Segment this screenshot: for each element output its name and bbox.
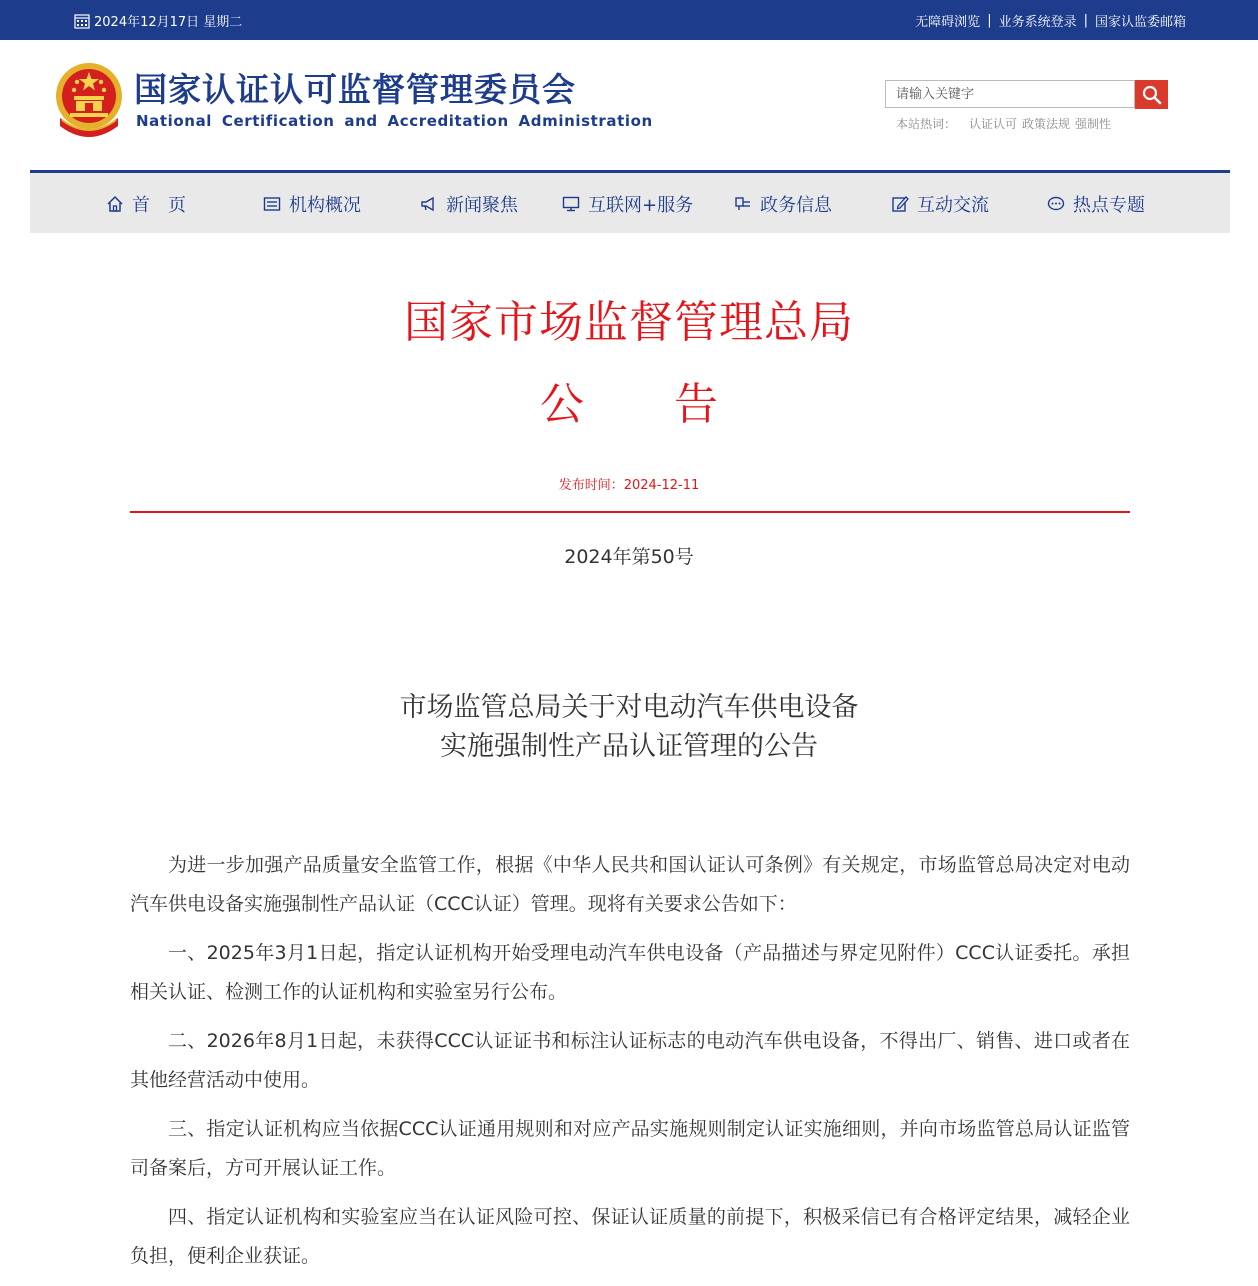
hot-word-link[interactable]: 政策法规 (1022, 117, 1071, 131)
site-header (0, 40, 1258, 170)
notice-type (0, 368, 1258, 432)
article-title (0, 688, 1258, 766)
document-number: 2024年第50号 (564, 546, 694, 568)
nav-label: 互联网+服务 (588, 195, 694, 216)
main-nav (30, 170, 1230, 233)
hot-word-link[interactable]: 强制性 (1075, 117, 1112, 131)
home-icon (106, 195, 124, 213)
nav-label: 新闻聚焦 (446, 195, 518, 216)
nav-label: 热点专题 (1073, 195, 1145, 216)
paragraph: 一、2025年3月1日起，指定认证机构开始受理电动汽车供电设备（产品描述与界定见附件）CCC认证委托。承担相关认证、检测工作的认证机构和实验室另行公布。 (130, 942, 1130, 1003)
nav-item-about[interactable] (263, 191, 361, 217)
monitor-icon (562, 195, 580, 213)
national-emblem-icon[interactable] (52, 60, 126, 138)
nav-label: 政务信息 (760, 195, 832, 216)
nav-item-home[interactable] (106, 191, 186, 217)
accessibility-link[interactable]: 无障碍浏览 (915, 15, 981, 30)
paragraph: 三、指定认证机构应当依据CCC认证通用规则和对应产品实施规则制定认证实施细则，并向市场监管总局认证监管司备案后，方可开展认证工作。 (130, 1118, 1130, 1179)
search-icon (1142, 85, 1162, 105)
nav-item-topics[interactable] (1047, 191, 1145, 217)
article-body (130, 846, 1130, 1286)
site-title: 国家认证认可监督管理委员会 (134, 70, 576, 109)
nav-label: 互动交流 (917, 195, 989, 216)
article-title-line: 市场监管总局关于对电动汽车供电设备 (399, 692, 859, 723)
chat-icon (1047, 195, 1065, 213)
search-button[interactable] (1135, 80, 1168, 109)
date-text: 2024年12月17日 星期二 (94, 15, 243, 30)
site-subtitle: National Certification and Accreditation Administration (136, 112, 653, 130)
nav-label: 机构概况 (289, 195, 361, 216)
hot-word-link[interactable]: 认证认可 (969, 117, 1018, 131)
notice-type-right: 告 (674, 379, 718, 430)
hot-words-label: 本站热词： (896, 117, 957, 131)
paragraph: 四、指定认证机构和实验室应当在认证风险可控、保证认证质量的前提下，积极采信已有合格评定结果，减轻企业负担，便利企业获证。 (130, 1206, 1130, 1267)
publish-date (0, 474, 1258, 493)
nav-item-interaction[interactable] (891, 191, 989, 217)
megaphone-icon (420, 195, 438, 213)
publish-date-label: 发布时间： (558, 478, 624, 493)
nav-label: 首 页 (132, 195, 186, 216)
date-display (74, 11, 242, 30)
link-separator: | (1083, 13, 1088, 28)
paragraph: 为进一步加强产品质量安全监管工作，根据《中华人民共和国认证认可条例》有关规定，市场监管总局决定对电动汽车供电设备实施强制性产品认证（CCC认证）管理。现将有关要求公告如下： (130, 854, 1130, 915)
edit-icon (891, 195, 909, 213)
notice-issuer: 国家市场监督管理总局 (404, 297, 854, 348)
article-title-line: 实施强制性产品认证管理的公告 (440, 731, 818, 762)
hot-words (896, 115, 1111, 132)
top-links (915, 11, 1186, 30)
system-login-link[interactable]: 业务系统登录 (998, 15, 1077, 30)
top-bar (0, 0, 1258, 40)
publish-date-value: 2024-12-11 (623, 478, 700, 493)
search-input[interactable]: 请输入关键字 (885, 80, 1135, 108)
nav-item-news[interactable] (420, 191, 518, 217)
paragraph: 二、2026年8月1日起，未获得CCC认证证书和标注认证标志的电动汽车供电设备，不得出厂、销售、进口或者在其他经营活动中使用。 (130, 1030, 1130, 1091)
nav-item-services[interactable] (562, 191, 693, 217)
red-divider (130, 511, 1130, 513)
list-icon (263, 195, 281, 213)
notice-type-left: 公 (540, 379, 584, 430)
mailbox-link[interactable]: 国家认监委邮箱 (1094, 15, 1186, 30)
calendar-icon (74, 13, 90, 29)
link-separator: | (987, 13, 992, 28)
info-icon (734, 195, 752, 213)
nav-item-gov-info[interactable] (734, 191, 832, 217)
